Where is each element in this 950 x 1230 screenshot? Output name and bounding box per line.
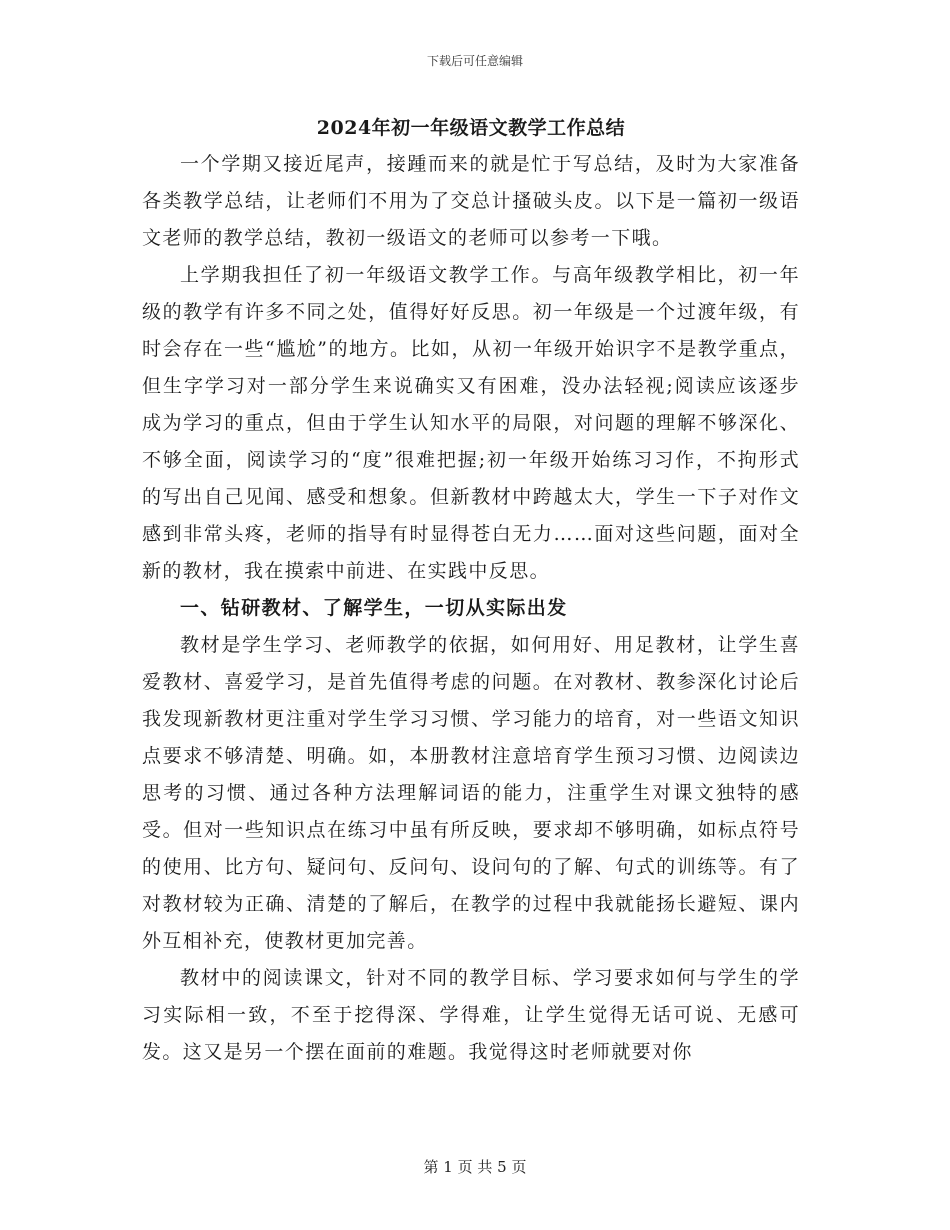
document-body (142, 110, 800, 1071)
reflection-paragraph: 上学期我担任了初一年级语文教学工作。与高年级教学相比，初一年级的教学有许多不同之处，值得好好反思。初一年级是一个过渡年级，有时会存在一些“尴尬”的地方。比如，从初一年级开始识字不是教学重点，但生字学习对一部分学生来说确实又有困难，没办法轻视;阅读应该逐步成为学习的重点，但由于学生认知水平的局限，对问题的理解不够深化、不够全面，阅读学习的“度”很难把握;初一年级开始练习习作，不拘形式的写出自己见闻、感受和想象。但新教材中跨越太大，学生一下子对作文感到非常头疼，老师的指导有时显得苍白无力……面对这些问题，面对全新的教材，我在摸索中前进、在实践中反思。 (142, 264, 800, 582)
section-paragraph: 教材中的阅读课文，针对不同的教学目标、学习要求如何与学生的学习实际相一致，不至于挖得深、学得难，让学生觉得无话可说、无感可发。这又是另一个摆在面前的难题。我觉得这时老师就要对你 (142, 967, 800, 1063)
page-header-note: 下载后可任意编辑 (426, 54, 523, 68)
intro-paragraph: 一个学期又接近尾声，接踵而来的就是忙于写总结，及时为大家准备各类教学总结，让老师们不用为了交总计搔破头皮。以下是一篇初一级语文老师的教学总结，教初一级语文的老师可以参考一下哦。 (142, 153, 800, 249)
page-number: 第 1 页 共 5 页 (423, 1158, 527, 1176)
section-heading: 一、钻研教材、了解学生，一切从实际出发 (180, 597, 568, 619)
section-paragraph: 教材是学生学习、老师教学的依据，如何用好、用足教材，让学生喜爱教材、喜爱学习，是首先值得考虑的问题。在对教材、教参深化讨论后我发现新教材更注重对学生学习习惯、学习能力的培育，对一些语文知识点要求不够清楚、明确。如，本册教材注意培育学生预习习惯、边阅读边思考的习惯、通过各种方法理解词语的能力，注重学生对课文独特的感受。但对一些知识点在练习中虽有所反映，要求却不够明确，如标点符号的使用、比方句、疑问句、反问句、设问句的了解、句式的训练等。有了对教材较为正确、清楚的了解后，在教学的过程中我就能扬长避短、课内外互相补充，使教材更加完善。 (142, 634, 800, 952)
document-title: 2024年初一年级语文教学工作总结 (316, 117, 626, 139)
